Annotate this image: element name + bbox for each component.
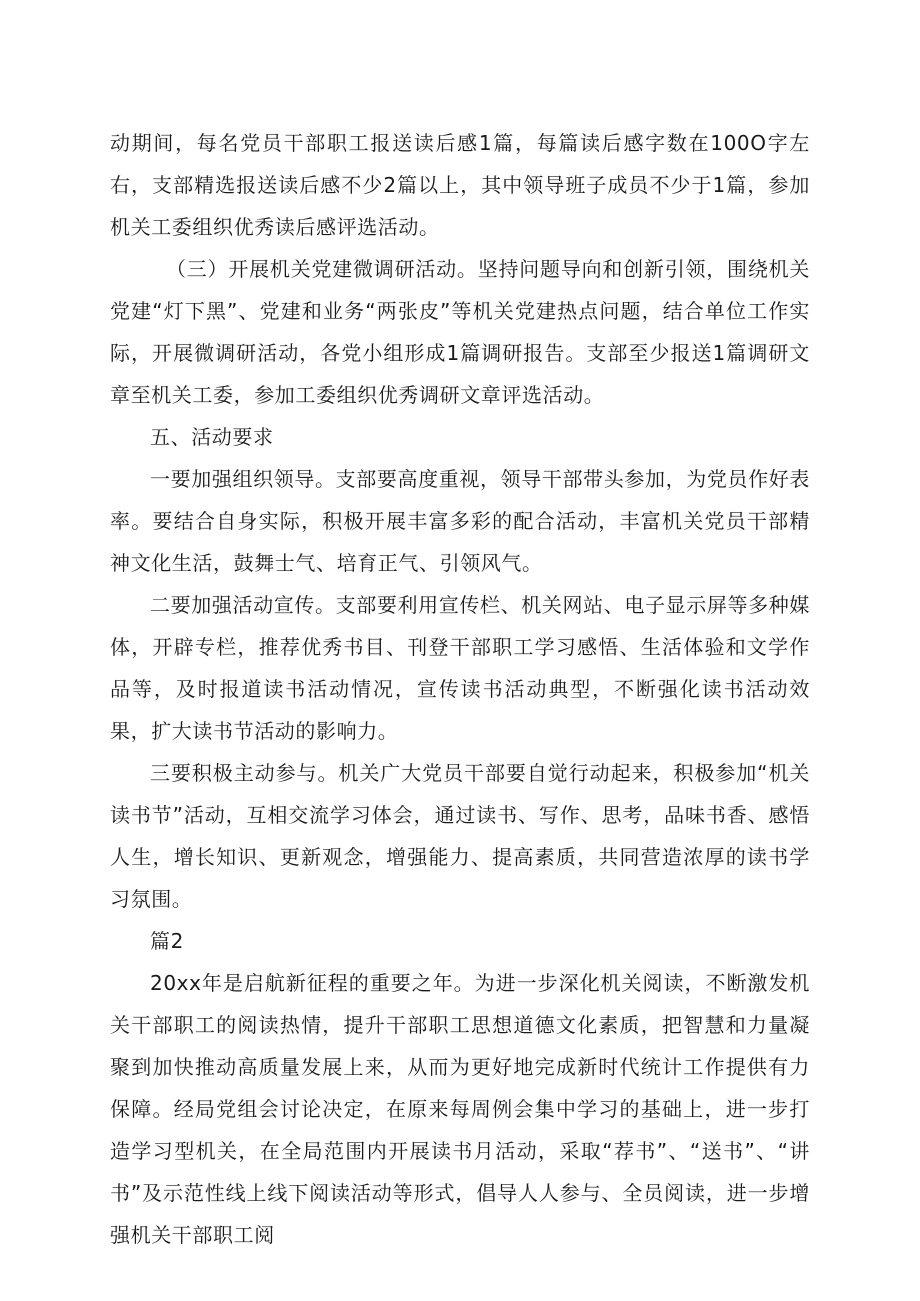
paragraph-reflection-submission: 动期间，每名党员干部职工报送读后感1篇，每篇读后感字数在100O字左右，支部精选报送读后感不少2篇以上，其中领导班子成员不少于1篇，参加机关工委组织优秀读后感评选活动。 xyxy=(110,131,810,239)
document-page xyxy=(110,122,810,1256)
paragraph-reading-month-intro: 20xx年是启航新征程的重要之年。为进一步深化机关阅读，不断激发机关干部职工的阅读热情，提升干部职工思想道德文化素质，把智慧和力量凝聚到加快推动高质量发展上来，从而为更好地完成新时代统计工作提供有力保障。经局党组会讨论决定，在原来每周例会集中学习的基础上，进一步打造学习型机关，在全局范围内开展读书月活动，采取“荐书”、“送书”、“讲书”及示范性线上线下阅读活动等形式，倡导人人参与、全员阅读，进一步增强机关干部职工阅 xyxy=(110,971,810,1247)
paragraph-organization-leadership: 一要加强组织领导。支部要高度重视，领导干部带头参加，为党员作好表率。要结合自身实际，积极开展丰富多彩的配合活动，丰富机关党员干部精神文化生活，鼓舞士气、培育正气、引领风气。 xyxy=(110,467,810,575)
paragraph-micro-research: （三）开展机关党建微调研活动。坚持问题导向和创新引领，围绕机关党建“灯下黑”、党建和业务“两张皮”等机关党建热点问题，结合单位工作实际，开展微调研活动，各党小组形成1篇调研报告。支部至少报送1篇调研文章至机关工委，参加工委组织优秀调研文章评选活动。 xyxy=(110,257,810,407)
paragraph-participation: 三要积极主动参与。机关广大党员干部要自觉行动起来，积极参加“机关读书节”活动，互相交流学习体会，通过读书、写作、思考，品味书香、感悟人生，增长知识、更新观念，增强能力、提高素质，共同营造浓厚的读书学习氛围。 xyxy=(110,761,810,911)
section-heading-pian2: 篇2 xyxy=(150,929,184,953)
paragraph-publicity: 二要加强活动宣传。支部要利用宣传栏、机关网站、电子显示屏等多种媒体，开辟专栏，推荐优秀书目、刊登干部职工学习感悟、生活体验和文学作品等，及时报道读书活动情况，宣传读书活动典型，不断强化读书活动效果，扩大读书节活动的影响力。 xyxy=(110,593,810,743)
section-heading-requirements: 五、活动要求 xyxy=(150,425,274,449)
